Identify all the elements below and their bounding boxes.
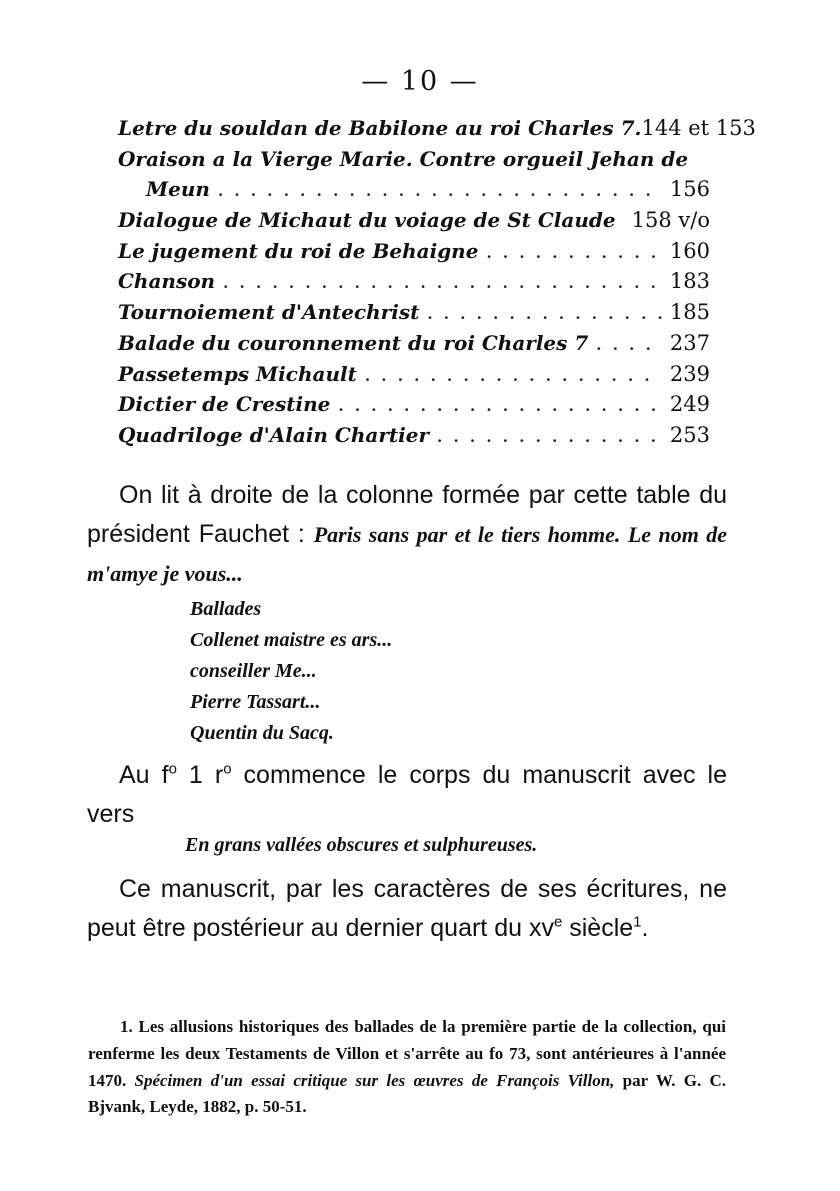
toc-entry-title: Chanson <box>118 269 216 294</box>
toc-entry-title: Le jugement du roi de Behaigne <box>118 238 479 263</box>
toc-entry-page: 158 v/o <box>631 208 710 233</box>
paragraph-manuscript-start <box>87 756 727 833</box>
toc-entry-page: 239 <box>669 361 710 386</box>
superscript: e <box>553 913 563 931</box>
paragraph-text: Ce manuscrit, par les caractères de ses écritures, ne peut être postérieur au dernier quart du xv <box>87 875 727 942</box>
ballades-line: Quentin du Sacq. <box>190 722 334 744</box>
dot-leader <box>218 182 662 200</box>
ballades-line: Pierre Tassart... <box>190 691 321 713</box>
toc-entry <box>118 362 710 393</box>
paragraph-text: siècle <box>562 913 634 942</box>
ballades-list <box>190 594 392 749</box>
footnote-text: 1. Les allusions historiques des ballades de la première partie de la collection, qui renferme les deux Testaments de Villon et s'arrête au fo 73, sont antérieures à l'année 1470. <box>88 1017 726 1090</box>
paragraph-text: commence le corps du manuscrit avec le vers <box>87 761 727 828</box>
toc-entry <box>118 147 710 178</box>
ballades-line: conseiller Me... <box>190 660 317 682</box>
toc-entry-title: Dictier de Crestine <box>118 392 331 417</box>
dot-leader <box>596 336 662 354</box>
toc-entry <box>118 300 710 331</box>
dot-leader <box>427 305 662 323</box>
superscript: o <box>223 760 232 778</box>
toc-entry-title: Tournoiement d'Antechrist <box>118 300 420 325</box>
dot-leader <box>365 367 662 385</box>
dot-leader <box>338 397 662 415</box>
toc-entry <box>118 423 710 454</box>
toc-entry-page: 237 <box>669 330 710 355</box>
toc-entry-page: 249 <box>669 392 710 417</box>
toc-entry-title: Passetemps Michault <box>118 361 357 386</box>
toc-entry-title: Oraison a la Vierge Marie. Contre orgueil Jehan de <box>118 146 689 171</box>
toc-entry <box>118 116 756 147</box>
toc-entry <box>118 269 710 300</box>
toc-entry-page: 156 <box>669 177 710 202</box>
toc-entry <box>118 331 710 362</box>
paragraph-quote: Paris sans par et le tiers homme. Le nom de m'amye je vous... <box>87 521 727 586</box>
toc-entry-title: Balade du couronnement du roi Charles 7 <box>118 330 589 355</box>
footnote-text: par W. G. C. Bjvank, Leyde, 1882, p. 50-51. <box>88 1070 727 1117</box>
footnote-citation-title: Spécimen d'un essai critique sur les œuvres de François Villon, <box>134 1070 615 1090</box>
dot-leader <box>223 274 662 292</box>
toc-entry-title: Letre du souldan de Babilone au roi Charles 7. <box>118 116 642 140</box>
footnote-reference[interactable]: 1 <box>633 913 642 931</box>
toc-entry <box>118 239 710 270</box>
toc-entry <box>118 177 710 208</box>
footnote <box>88 1014 726 1121</box>
toc-entry-page: 160 <box>669 238 710 263</box>
toc-entry-page: 183 <box>669 269 710 294</box>
superscript: o <box>168 760 177 778</box>
table-of-contents <box>118 116 756 454</box>
toc-entry <box>118 208 710 239</box>
toc-entry <box>118 392 710 423</box>
paragraph-dating <box>87 870 727 947</box>
paragraph-text: Au f <box>119 761 169 789</box>
toc-entry-title: Dialogue de Michaut du voiage de St Claude <box>118 208 616 233</box>
paragraph-text: 1 r <box>176 761 224 789</box>
page-number: — 10 — <box>361 66 479 97</box>
dot-leader <box>486 244 661 262</box>
quoted-verse: En grans vallées obscures et sulphureuses. <box>185 834 538 856</box>
toc-entry-page: 253 <box>669 422 710 447</box>
toc-entry-page: 144 et 153 <box>641 116 756 140</box>
toc-entry-title: Quadriloge d'Alain Chartier <box>118 422 429 447</box>
dot-leader <box>437 428 662 446</box>
ballades-line: Collenet maistre es ars... <box>190 629 393 651</box>
paragraph-text: . <box>641 913 649 942</box>
paragraph-text: On lit à droite de la colonne formée par cette table du président Fauchet : <box>87 481 727 548</box>
paragraph-fauchet-note <box>87 476 727 594</box>
toc-entry-page: 185 <box>669 300 710 325</box>
toc-entry-title: Meun <box>146 177 210 202</box>
ballades-line: Ballades <box>190 598 262 620</box>
